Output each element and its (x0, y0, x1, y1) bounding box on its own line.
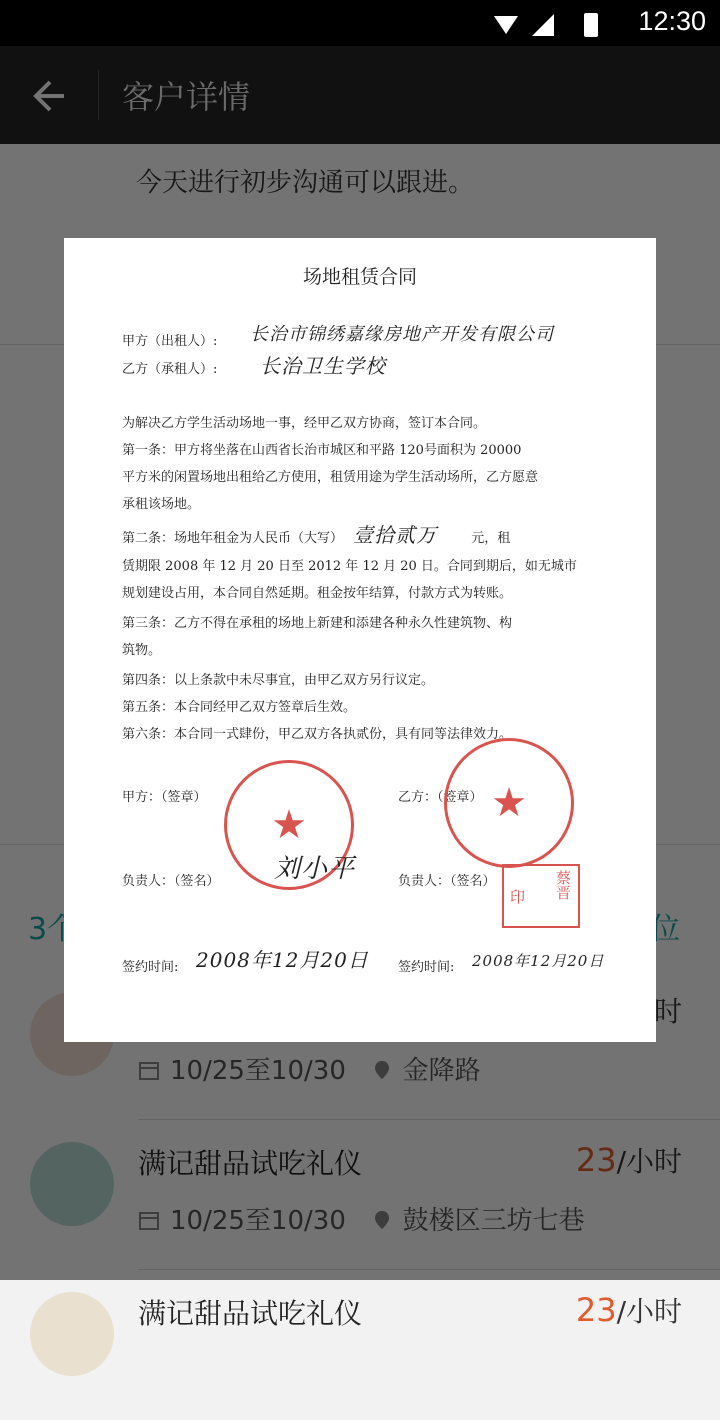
contract-title: 场地租赁合同 (302, 266, 417, 288)
clause-1-line-2: 平方米的闲置场地出租给乙方使用，租赁用途为学生活动场所，乙方愿意 (122, 470, 539, 485)
party-a-resp-label: 负责人：（签名） (122, 874, 220, 889)
date-handwriting-b: 2008年12月20日 (472, 952, 605, 970)
clause-intro: 为解决乙方学生活动场地一事，经甲乙双方协商，签订本合同。 (122, 416, 487, 431)
clause-3-line-2: 筑物。 (122, 643, 162, 658)
date-label-b: 签约时间: (398, 960, 455, 975)
star-icon: ★ (491, 780, 527, 826)
wifi-icon (494, 16, 518, 34)
clause-2-line-1: 第二条：场地年租金为人民币（大写） 壹拾贰万 元，租 (122, 523, 511, 547)
activity-price: 23/小时 (575, 1291, 682, 1329)
date-label-a: 签约时间: (122, 960, 179, 975)
signal-icon (532, 14, 554, 36)
party-a-handwriting: 长治市锦绣嘉缘房地产开发有限公司 (250, 324, 554, 345)
status-icons (492, 10, 602, 38)
clause-2-line-3: 规划建设占用，本合同自然延期。租金按年结算，付款方式为转账。 (122, 586, 513, 601)
status-bar (0, 0, 720, 46)
clause-4: 第四条：以上条款中未尽事宜，由甲乙双方另行议定。 (122, 673, 435, 688)
party-b-label: 乙方（承租人）: (122, 362, 218, 377)
party-b-resp-label: 负责人：（签名） (398, 874, 496, 889)
battery-icon (584, 13, 598, 37)
clause-3-line-1: 第三条：乙方不得在承租的场地上新建和添建各种永久性建筑物、构 (122, 616, 513, 631)
personal-seal: 蔡晋 印 (502, 864, 580, 928)
party-a-signature: 刘小平 (274, 854, 356, 884)
contract-image[interactable] (64, 238, 656, 1042)
clause-5: 第五条：本合同经甲乙双方签章后生效。 (122, 700, 357, 715)
star-icon: ★ (271, 802, 307, 848)
avatar (30, 1292, 114, 1376)
clause-1-line-3: 承租该场地。 (122, 497, 201, 512)
party-b-stamp (444, 738, 574, 868)
party-b-sign-label: 乙方：（签章） (398, 790, 483, 805)
clause-1-line-1: 第一条：甲方将坐落在山西省长治市城区和平路 120号面积为 20000 (122, 443, 522, 458)
list-item[interactable] (0, 1270, 720, 1420)
clause-6: 第六条：本合同一式肆份，甲乙双方各执贰份，具有同等法律效力。 (122, 727, 513, 742)
party-b-handwriting: 长治卫生学校 (260, 354, 386, 378)
clock: 12:30 (638, 6, 706, 36)
activity-name: 满记甜品试吃礼仪 (138, 1297, 363, 1330)
date-handwriting-a: 2008年12月20日 (196, 948, 369, 972)
party-a-sign-label: 甲方：（签章） (122, 790, 207, 805)
party-a-label: 甲方（出租人）: (122, 334, 218, 349)
clause-2-line-2: 赁期限 2008 年 12 月 20 日至 2012 年 12 月 20 日。合同到期后，如无城市 (122, 559, 577, 574)
